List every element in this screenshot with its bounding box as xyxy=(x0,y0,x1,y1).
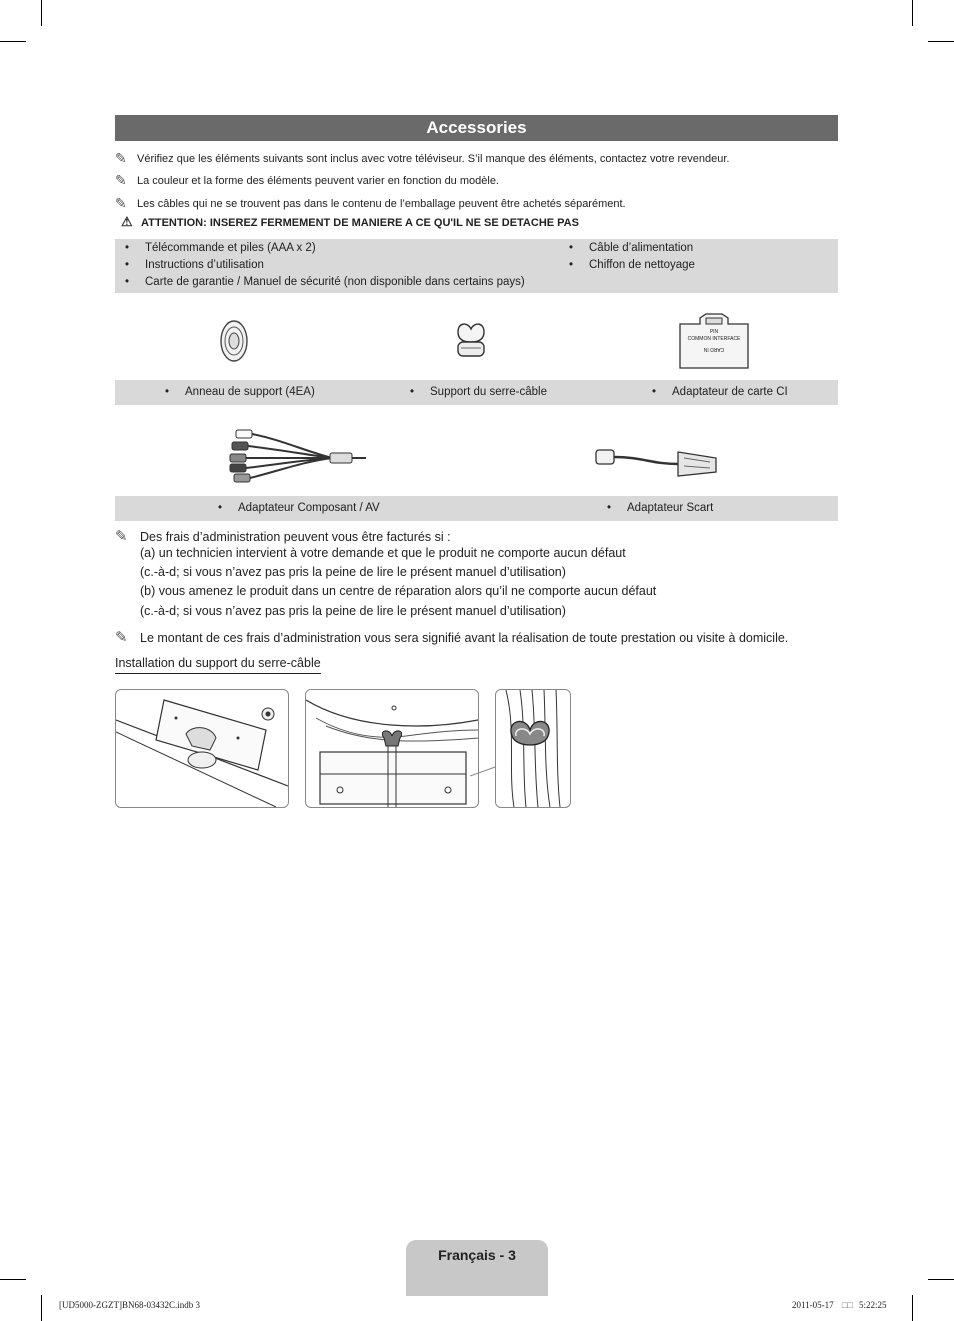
component-av-adapter-illustration xyxy=(222,422,370,488)
crop-mark xyxy=(912,1295,913,1321)
pencil-note-icon: ✎ xyxy=(115,629,128,646)
list-item: • Adaptateur Composant / AV xyxy=(238,502,380,514)
list-item: • Adaptateur de carte CI xyxy=(672,386,788,398)
installation-step-2 xyxy=(305,689,479,808)
cable-holder-illustration xyxy=(452,320,490,360)
note-text: La couleur et la forme des éléments peuvent varier en fonction du modèle. xyxy=(137,175,499,187)
warning-text: ATTENTION: INSEREZ FERMEMENT DE MANIERE A CE QU'IL NE SE DETACHE PAS xyxy=(141,217,579,229)
accessories-row-2 xyxy=(115,496,838,521)
crop-mark xyxy=(0,1279,26,1280)
list-item: • Instructions d’utilisation xyxy=(145,259,264,271)
pencil-note-icon: ✎ xyxy=(115,195,127,211)
list-item: • Câble d’alimentation xyxy=(589,242,693,254)
installation-step-3-detail xyxy=(495,689,571,808)
list-item: • Support du serre-câble xyxy=(430,386,547,398)
note-text: Vérifiez que les éléments suivants sont inclus avec votre téléviseur. S’il manque des éléments, contactez votre revendeur. xyxy=(137,153,730,165)
ci-card-label: COMMON INTERFACE xyxy=(687,336,741,342)
crop-mark xyxy=(928,1279,954,1280)
note-included xyxy=(115,150,729,167)
pencil-note-icon: ✎ xyxy=(115,172,127,188)
crop-mark xyxy=(928,41,954,42)
fees-line: (c.-à-d; si vous n’avez pas pris la peine de lire le présent manuel d’utilisation) xyxy=(140,565,566,579)
note-color xyxy=(115,172,499,189)
crop-mark xyxy=(41,0,42,26)
fees-line: (a) un technicien intervient à votre demande et que le produit ne comporte aucun défaut xyxy=(140,546,626,560)
crop-mark xyxy=(41,1295,42,1321)
list-item: • Carte de garantie / Manuel de sécurité (non disponible dans certains pays) xyxy=(145,276,525,288)
imprint-file: [UD5000-ZGZT]BN68-03432C.indb 3 xyxy=(59,1300,200,1310)
imprint-glyphs: □□ xyxy=(841,1300,853,1310)
cable-holder-closeup-illustration xyxy=(496,690,570,807)
note-text: Les câbles qui ne se trouvent pas dans le contenu de l’emballage peuvent être achetés séparément. xyxy=(137,198,626,210)
page-number-tab: Français - 3 xyxy=(406,1240,548,1296)
list-item: • Anneau de support (4EA) xyxy=(185,386,315,398)
page-title: Accessories xyxy=(115,115,838,141)
fees-line: (b) vous amenez le produit dans un centre de réparation alors qu’il ne comporte aucun défaut xyxy=(140,584,657,598)
crop-mark xyxy=(0,41,26,42)
ci-card-adapter-illustration xyxy=(676,310,752,372)
fees-line: (c.-à-d; si vous n’avez pas pris la peine de lire le présent manuel d’utilisation) xyxy=(140,604,566,618)
imprint-date: 2011-05-17 xyxy=(792,1300,834,1310)
imprint-time: 5:22:25 xyxy=(859,1300,887,1310)
installation-title: Installation du support du serre-câble xyxy=(115,656,321,674)
crop-mark xyxy=(912,0,913,26)
ci-card-label: PIN xyxy=(709,329,719,335)
fees-closing: ✎ Le montant de ces frais d’administration vous sera signifié avant la réalisation de toute prestation ou visite à domicile. xyxy=(115,629,789,646)
imprint-timestamp xyxy=(792,1300,887,1310)
warning-triangle-icon: ⚠ xyxy=(121,214,133,229)
installation-step-1 xyxy=(115,689,289,808)
scart-adapter-illustration xyxy=(592,440,722,480)
list-item: • Adaptateur Scart xyxy=(627,502,713,514)
note-cables xyxy=(115,195,626,212)
list-item: • Chiffon de nettoyage xyxy=(589,259,695,271)
pencil-note-icon: ✎ xyxy=(115,150,127,166)
holder-ring-illustration xyxy=(214,316,254,366)
list-item: • Télécommande et piles (AAA x 2) xyxy=(145,242,316,254)
ci-card-label: CARD IN xyxy=(703,346,725,352)
stand-illustration xyxy=(116,690,288,807)
warning-line xyxy=(121,214,579,230)
fees-intro: ✎ Des frais d’administration peuvent vous être facturés si : xyxy=(115,528,451,545)
cable-routing-illustration xyxy=(306,690,478,807)
pencil-note-icon: ✎ xyxy=(115,528,128,545)
